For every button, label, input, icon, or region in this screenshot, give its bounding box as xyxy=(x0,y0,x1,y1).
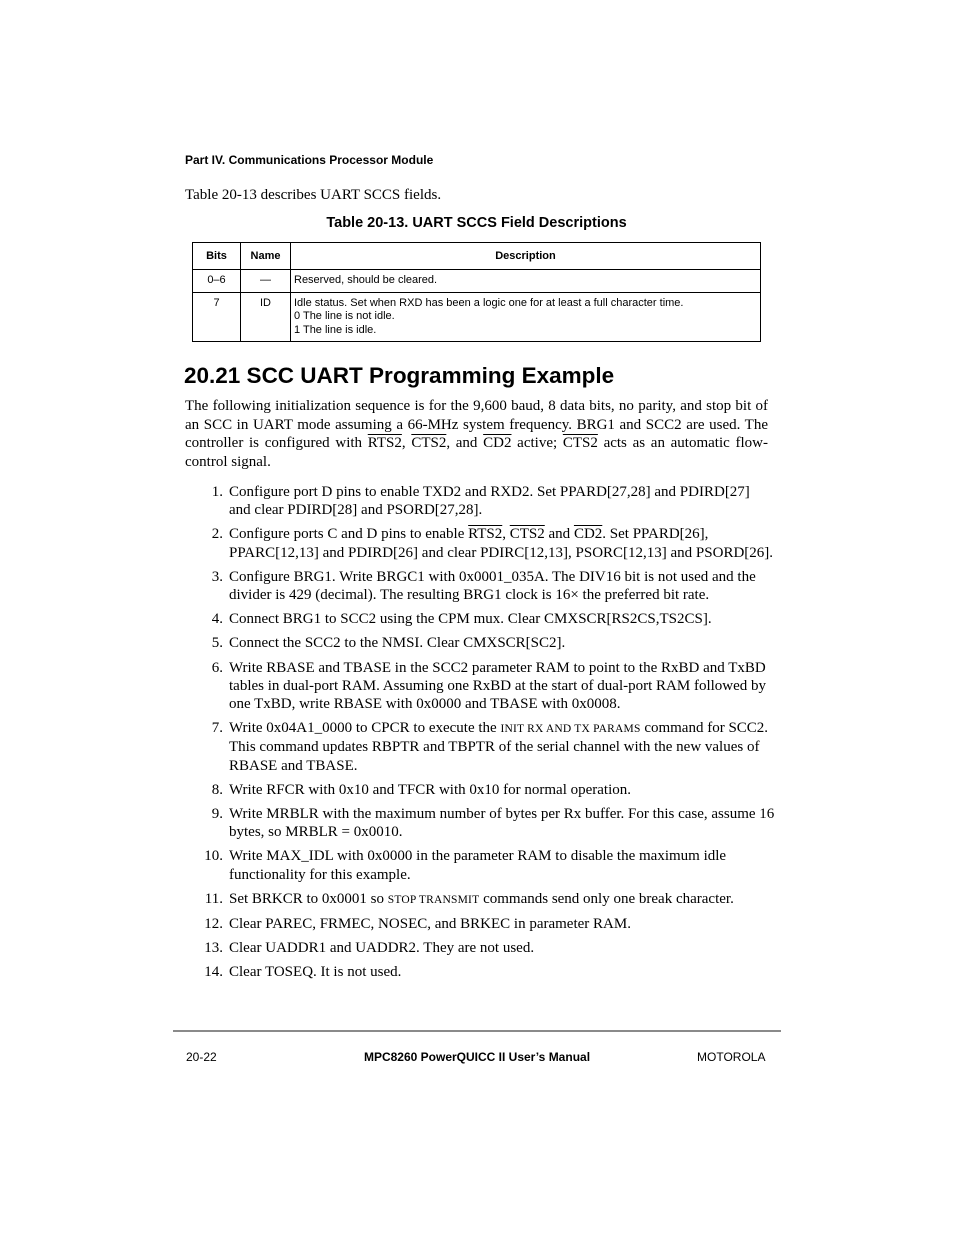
step-text-part: and xyxy=(544,526,574,543)
field-descriptions-table xyxy=(192,242,761,342)
list-item xyxy=(185,939,775,957)
step-number: 12. xyxy=(204,916,223,933)
table-row xyxy=(193,292,761,342)
steps-list xyxy=(185,483,775,988)
step-text-part: Configure ports C and D pins to enable xyxy=(229,526,469,543)
step-number: 1. xyxy=(211,484,223,500)
description-line: Reserved, should be cleared. xyxy=(294,274,438,286)
column-header-bits: Bits xyxy=(193,243,241,270)
intro-sentence: Table 20-13 describes UART SCCS fields. xyxy=(185,187,442,203)
step-text: Write MRBLR with the maximum number of bytes per Rx buffer. For this case, assume 16 bytes, so MRBLR = 0x0010. xyxy=(229,806,775,841)
description-line: 1 The line is idle. xyxy=(294,323,377,336)
command-name: INIT RX AND TX PARAMS xyxy=(500,723,641,736)
step-text-part: Set BRKCR to 0x0001 so xyxy=(229,890,388,907)
description-line: Idle status. Set when RXD has been a logic one for at least a full character time. xyxy=(294,296,684,309)
step-text: Clear PAREC, FRMEC, NOSEC, and BRKEC in parameter RAM. xyxy=(229,916,631,933)
step-text-part: . Set PPARD[26], PPARC[12,13] and PDIRD[26] and clear PDIRC[12,13], PSORC[12,13] and PSORD[26]. xyxy=(229,526,774,561)
description-line: 0 The line is not idle. xyxy=(294,310,395,322)
step-text: Write RFCR with 0x10 and TFCR with 0x10 for normal operation. xyxy=(229,781,632,798)
step-number: 2. xyxy=(211,526,223,543)
step-number: 5. xyxy=(211,635,223,652)
step-text-part: commands send only one break character. xyxy=(479,890,734,907)
step-number: 8. xyxy=(211,781,223,798)
step-number: 10. xyxy=(204,848,223,865)
step-text: Write MAX_IDL with 0x0000 in the parameter RAM to disable the maximum idle functionality for this example. xyxy=(229,848,727,883)
step-text: Connect the SCC2 to the NMSI. Clear CMXSCR[SC2]. xyxy=(229,635,566,652)
step-text-part: , xyxy=(502,526,510,543)
cell-bits: 0–6 xyxy=(193,270,241,293)
cell-bits: 7 xyxy=(193,292,241,342)
step-number: 6. xyxy=(211,659,223,676)
list-item xyxy=(185,847,775,883)
list-item xyxy=(185,719,775,775)
column-header-description: Description xyxy=(291,243,761,270)
list-item xyxy=(185,483,775,519)
step-text: Clear UADDR1 and UADDR2. They are not used. xyxy=(229,940,535,957)
para-text: The following initialization sequence is for the 9,600 baud, 8 data bits, no parity, and stop bit of an SCC in UART mode assuming a 66-MHz system frequency. BRG1 and SCC2 are used. The controller is configured with xyxy=(185,398,768,451)
step-number: 4. xyxy=(211,611,223,628)
company-name: MOTOROLA xyxy=(697,1050,766,1064)
list-item xyxy=(185,915,775,933)
cell-description xyxy=(291,270,761,293)
section-heading: 20.21 SCC UART Programming Example xyxy=(184,363,615,388)
list-item xyxy=(185,610,775,628)
para-text: , xyxy=(401,435,412,451)
step-text: Clear TOSEQ. It is not used. xyxy=(229,964,402,981)
section-paragraph xyxy=(185,397,768,471)
step-text xyxy=(229,525,775,561)
signal-cts2: CTS2 xyxy=(411,435,447,451)
para-text: , and xyxy=(446,435,484,451)
list-item xyxy=(185,805,775,841)
signal-rts2: RTS2 xyxy=(367,435,402,451)
step-number: 9. xyxy=(211,806,223,823)
step-number: 14. xyxy=(204,964,223,981)
signal-cd2: CD2 xyxy=(573,526,603,543)
para-text: acts as an automatic flow-control signal. xyxy=(185,435,768,470)
para-text: active; xyxy=(511,435,563,451)
table-row xyxy=(193,270,761,293)
step-text: Configure port D pins to enable TXD2 and RXD2. Set PPARD[27,28] and PDIRD[27] and clear PDIRD[28] and PSORD[27,28]. xyxy=(229,484,750,519)
table-header-row xyxy=(193,243,761,270)
step-text: Connect BRG1 to SCC2 using the CPM mux. Clear CMXSCR[RS2CS,TS2CS]. xyxy=(229,611,712,628)
step-number: 13. xyxy=(204,940,223,957)
signal-rts2: RTS2 xyxy=(468,526,503,543)
running-header: Part IV. Communications Processor Module xyxy=(185,153,434,167)
step-text-part: Write 0x04A1_0000 to CPCR to execute the xyxy=(229,720,501,737)
cell-description xyxy=(291,292,761,342)
table-title: Table 20-13. UART SCCS Field Descriptions xyxy=(326,215,627,231)
list-item xyxy=(185,963,775,981)
cell-name: ID xyxy=(241,292,291,342)
footer-rule xyxy=(173,1030,781,1032)
list-item xyxy=(185,568,775,604)
step-text xyxy=(229,890,775,909)
step-text: Configure BRG1. Write BRGC1 with 0x0001_035A. The DIV16 bit is not used and the divider is 429 (decimal). The resulting BRG1 clock is 16× the preferred bit rate. xyxy=(229,568,756,604)
step-number: 3. xyxy=(211,568,223,585)
manual-title: MPC8260 PowerQUICC II User’s Manual xyxy=(363,1050,591,1064)
step-number: 11. xyxy=(204,890,223,907)
step-text: Write RBASE and TBASE in the SCC2 parameter RAM to point to the RxBD and TxBD tables in dual-port RAM. Assuming one RxBD at the start of dual-port RAM followed by one TxBD, write RBASE with 0x0000 and TBASE with 0x0008. xyxy=(229,659,767,713)
step-text xyxy=(229,719,775,775)
list-item xyxy=(185,634,775,652)
command-name: STOP TRANSMIT xyxy=(387,893,480,906)
list-item xyxy=(185,525,775,561)
page-number: 20-22 xyxy=(186,1050,217,1064)
list-item xyxy=(185,781,775,799)
signal-cts2: CTS2 xyxy=(509,526,545,543)
list-item xyxy=(185,659,775,714)
step-text-part: command for SCC2. This command updates RBPTR and TBPTR of the serial channel with the new values of RBASE and TBASE. xyxy=(229,720,769,774)
signal-cts2: CTS2 xyxy=(562,435,598,451)
column-header-name: Name xyxy=(241,243,291,270)
list-item xyxy=(185,890,775,909)
cell-name: — xyxy=(241,270,291,293)
step-number: 7. xyxy=(211,720,223,737)
signal-cd2: CD2 xyxy=(483,435,512,451)
